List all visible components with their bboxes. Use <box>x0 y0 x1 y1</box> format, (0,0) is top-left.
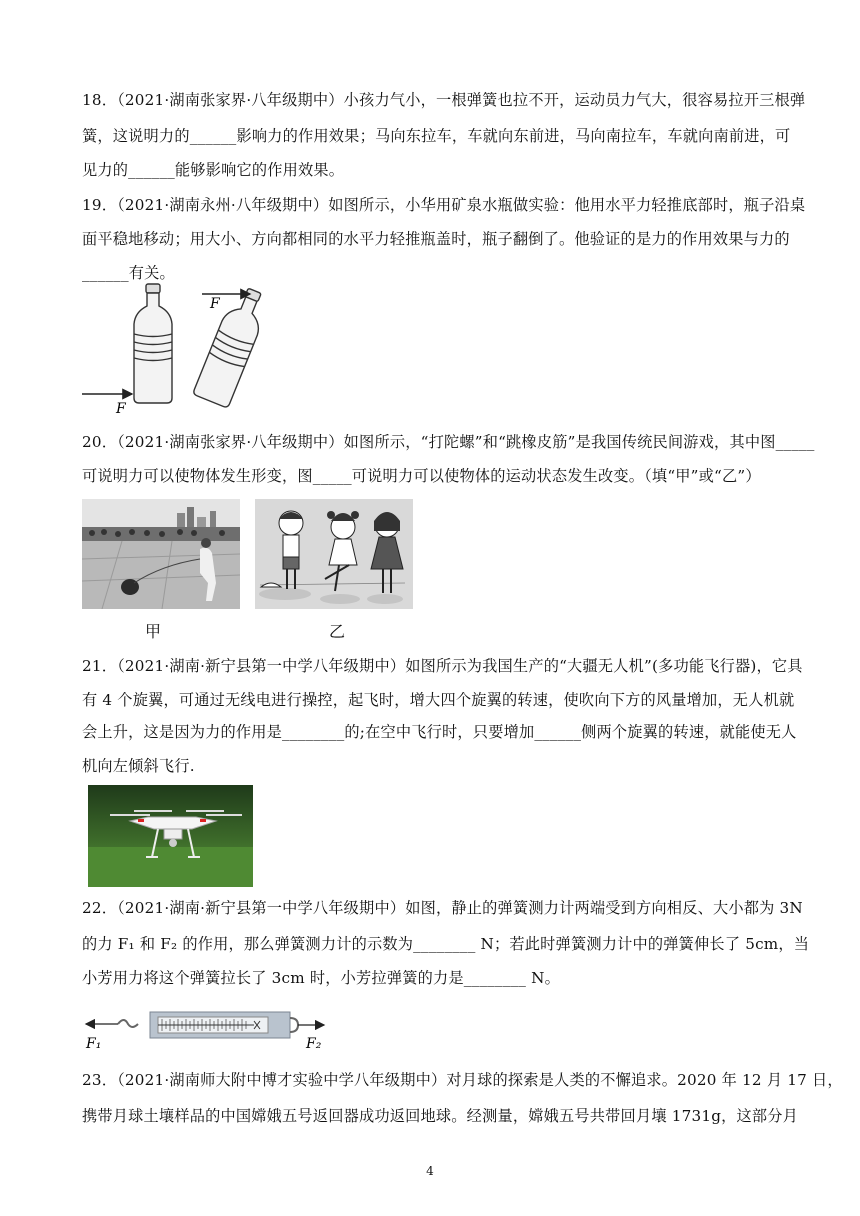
caption-yi: 乙 <box>329 622 346 641</box>
q19-line-2: 面平稳地移动；用大小、方向都相同的水平力轻推瓶盖时，瓶子翻倒了。他验证的是力的作用效果与力的 <box>82 230 790 248</box>
q18-line-3: 见力的______能够影响它的作用效果。 <box>82 161 345 179</box>
caption-jia: 甲 <box>145 622 162 641</box>
photo-jump-rope <box>255 499 413 609</box>
q18-line-2: 簧，这说明力的______影响力的作用效果；马向东拉车，车就向东前进，马向南拉车，车就向南前进，可 <box>82 127 791 145</box>
ring-icon <box>290 1018 298 1032</box>
force-label-bottom: F <box>116 401 126 417</box>
q23-line-2: 携带月球土壤样品的中国嫦娥五号返回器成功返回地球。经测量，嫦娥五号共带回月壤 1731g，这部分月 <box>82 1107 799 1125</box>
upright-bottle-icon <box>134 284 172 403</box>
hook-icon <box>118 1020 138 1027</box>
q19-line-3: ______有关。 <box>82 264 175 282</box>
q22-line-2: 的力 F₁ 和 F₂ 的作用，那么弹簧测力计的示数为________ N；若此时弹簧测力计中的弹簧伸长了 5cm，当 <box>82 935 810 953</box>
page-number: 4 <box>426 1164 434 1178</box>
f2-label: F₂ <box>306 1036 322 1052</box>
q22-line-1: 22．（2021·湖南·新宁县第一中学八年级期中）如图，静止的弹簧测力计两端受到方向相反、大小都为 3N <box>82 899 803 917</box>
force-label-top: F <box>210 296 220 312</box>
q21-line-3: 会上升，这是因为力的作用是________的;在空中飞行时，只要增加______侧两个旋翼的转速，就能使无人 <box>82 723 797 741</box>
q19-line-1: 19．（2021·湖南永州·八年级期中）如图所示，小华用矿泉水瓶做实验：他用水平力轻推底部时，瓶子沿桌 <box>82 196 806 214</box>
q20-line-1: 20．（2021·湖南张家界·八年级期中）如图所示，“打陀螺”和“跳橡皮筋”是我国传统民间游戏，其中图_____ <box>82 433 815 451</box>
spring-scale-figure <box>82 1004 332 1054</box>
q23-line-1: 23．（2021·湖南师大附中博才实验中学八年级期中）对月球的探索是人类的不懈追求。2020 年 12 月 17 日， <box>82 1071 843 1089</box>
q20-line-2: 可说明力可以使物体发生形变，图_____可说明力可以使物体的运动状态发生改变。（填“甲”或“乙”） <box>82 467 761 485</box>
q21-line-4: 机向左倾斜飞行. <box>82 757 195 775</box>
photo-drone <box>88 785 253 887</box>
q18-line-1: 18．（2021·湖南张家界·八年级期中）小孩力气小，一根弹簧也拉不开，运动员力气大，很容易拉开三根弹 <box>82 91 806 109</box>
photo-spinning-top <box>82 499 240 609</box>
tilted-bottle-icon <box>193 284 273 409</box>
q22-line-3: 小芳用力将这个弹簧拉长了 3cm 时，小芳拉弹簧的力是________ N。 <box>82 969 561 987</box>
bottles-figure <box>80 282 280 417</box>
f1-label: F₁ <box>86 1036 102 1052</box>
q21-line-2: 有 4 个旋翼，可通过无线电进行操控，起飞时，增大四个旋翼的转速，使吹向下方的风量增加，无人机就 <box>82 691 795 709</box>
q21-line-1: 21．（2021·湖南·新宁县第一中学八年级期中）如图所示为我国生产的“大疆无人机”(多功能飞行器)，它具 <box>82 657 803 675</box>
